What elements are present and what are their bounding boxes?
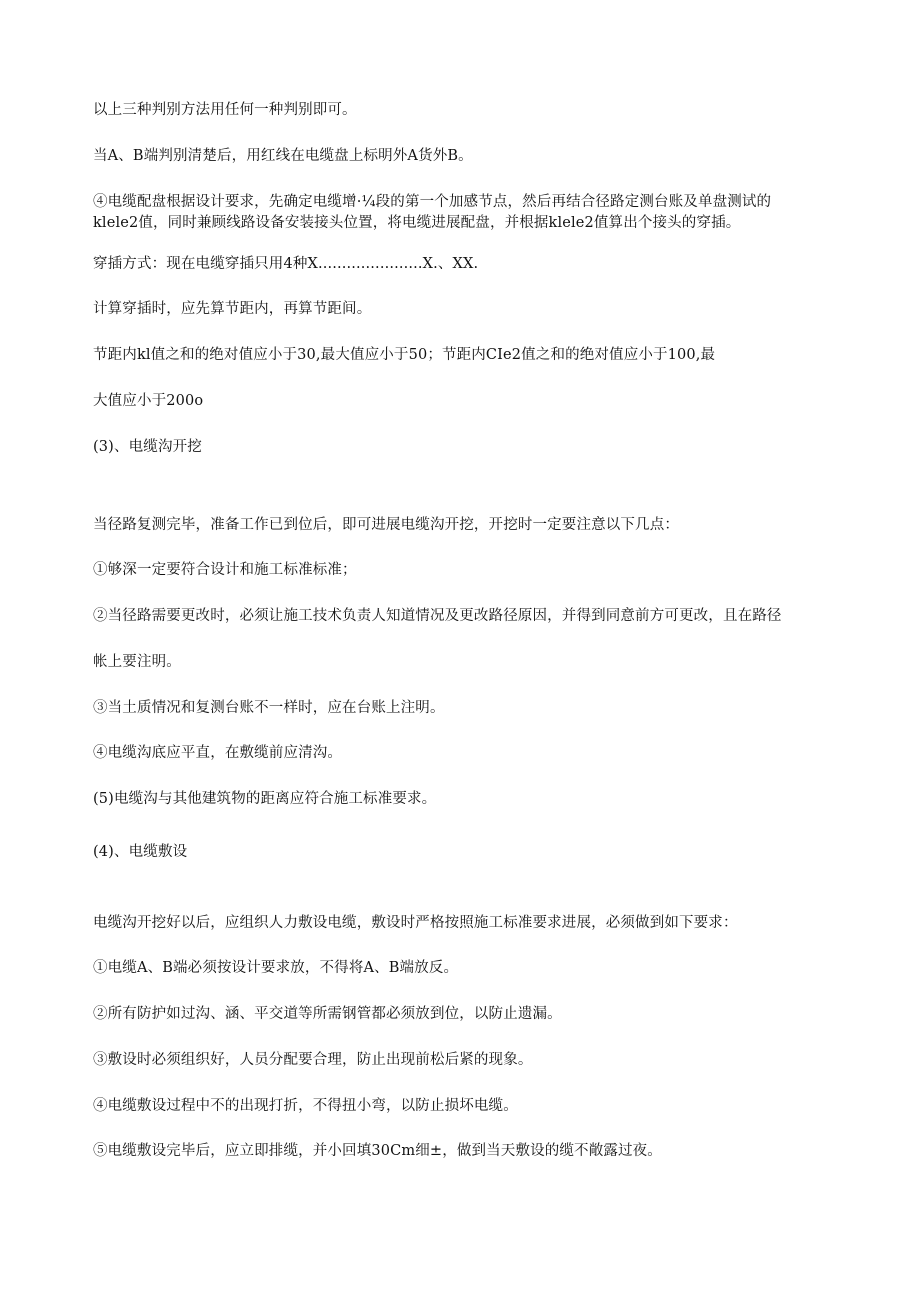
paragraph-crossing-calculation: 计算穿插时，应先算节距内，再算节距间。 xyxy=(93,301,372,317)
list-item-backfill: ⑤电缆敷设完毕后，应立即排缆，并小回填30Cm细±，做到当天敷设的缆不敞露过夜。 xyxy=(93,1143,662,1159)
list-item-ab-ends: ①电缆A、B端必须按设计要求放，不得将A、B端放反。 xyxy=(93,960,459,976)
paragraph-cable-allocation-line-2: klele2值，同时兼顾线路设备安装接头位置，将电缆进展配盘，并根据klele2值算出个接头的穿插。 xyxy=(93,215,741,231)
list-item-soil-condition: ③当土质情况和复测台账不一样时，应在台账上注明。 xyxy=(93,700,445,716)
list-item-route-change-line-2: 帐上要注明。 xyxy=(93,654,181,670)
paragraph-cable-allocation-line-1: ④电缆配盘根据设计要求，先确定电缆增·¼段的第一个加感节点，然后再结合径路定测台账及单盘测试的 xyxy=(93,194,772,210)
paragraph-crossing-method: 穿插方式：现在电缆穿插只用4种X......................X.、XX. xyxy=(93,256,479,272)
section-heading-cable-laying: (4)、电缆敷设 xyxy=(93,844,188,860)
paragraph-pitch-values-line-1: 节距内kl值之和的绝对值应小于30,最大值应小于50；节距内CIe2值之和的绝对值应小于100,最 xyxy=(93,347,716,363)
paragraph-judgment-method: 以上三种判别方法用任何一种判别即可。 xyxy=(93,102,357,118)
list-item-steel-pipes: ②所有防护如过沟、涵、平交道等所需钢管都必须放到位，以防止遗漏。 xyxy=(93,1006,562,1022)
paragraph-pitch-values-line-2: 大值应小于200o xyxy=(93,393,204,409)
paragraph-laying-intro: 电缆沟开挖好以后，应组织人力敷设电缆，敷设时严格按照施工标准要求进展，必须做到如下要求： xyxy=(93,915,738,931)
list-item-organization: ③敷设时必须组织好，人员分配要合理，防止出现前松后紧的现象。 xyxy=(93,1052,533,1068)
list-item-no-kinks: ④电缆敷设过程中不的出现打折，不得扭小弯，以防止损坏电缆。 xyxy=(93,1098,518,1114)
paragraph-trench-intro: 当径路复测完毕，准备工作已到位后，即可进展电缆沟开挖，开挖时一定要注意以下几点： xyxy=(93,517,679,533)
list-item-building-distance: (5)电缆沟与其他建筑物的距离应符合施工标准要求。 xyxy=(93,791,437,807)
list-item-trench-bottom: ④电缆沟底应平直，在敷缆前应清沟。 xyxy=(93,745,343,761)
list-item-route-change-line-1: ②当径路需要更改时，必须让施工技术负责人知道情况及更改路径原因，并得到同意前方可更改，且在路径 xyxy=(93,608,782,624)
section-heading-trench-excavation: (3)、电缆沟开挖 xyxy=(93,439,202,455)
list-item-depth: ①够深一定要符合设计和施工标准标准； xyxy=(93,562,357,578)
paragraph-ab-marking: 当A、B端判别清楚后，用红线在电缆盘上标明外A货外B。 xyxy=(93,148,473,164)
